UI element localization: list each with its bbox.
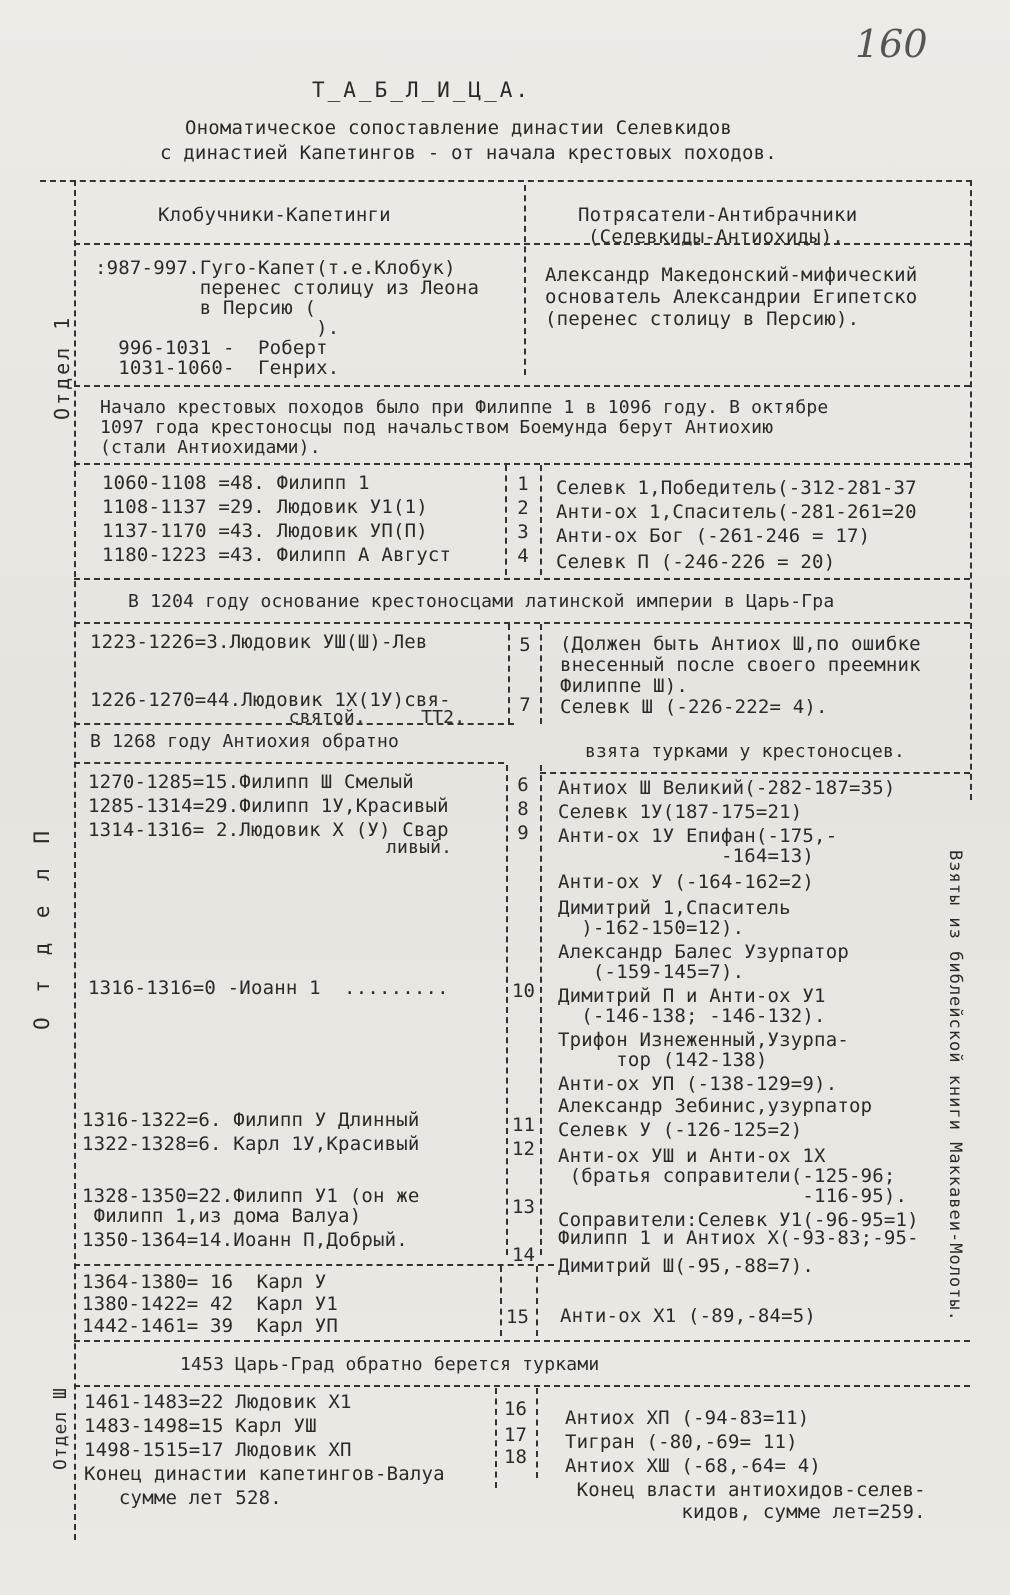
block4-left-line: 1285-1314=29.Филипп 1У,Красивый bbox=[88, 795, 449, 817]
block3-right-line: (Должен быть Антиох Ш,по ошибке bbox=[560, 633, 921, 655]
row-number: 1 bbox=[517, 473, 529, 495]
row-number: 16 bbox=[504, 1398, 527, 1420]
block6-left-line: 1483-1498=15 Карл УШ bbox=[84, 1415, 317, 1437]
block2-right-line: Селевк П (-246-226 = 20) bbox=[556, 551, 836, 573]
block6-left-line: 1461-1483=22 Людовик Х1 bbox=[84, 1391, 352, 1413]
block4-right-line: Селевк У (-126-125=2) bbox=[558, 1119, 803, 1141]
column-divider bbox=[540, 765, 542, 1255]
column-divider bbox=[505, 465, 507, 575]
header-left: Клобучники-Капетинги bbox=[158, 204, 391, 226]
block4-right-line: -116-95). bbox=[558, 1185, 908, 1207]
block4-left-line: 1270-1285=15.Филипп Ш Смелый bbox=[88, 771, 414, 793]
divider bbox=[540, 772, 970, 774]
block5-left-line: 1364-1380= 16 Карл У bbox=[82, 1271, 327, 1293]
block4-right-line: Анти-ох УШ и Анти-ох 1Х bbox=[558, 1145, 826, 1167]
block4-left-line: ливый. bbox=[88, 837, 453, 858]
block5-right: Анти-ох Х1 (-89,-84=5) bbox=[560, 1305, 817, 1327]
block2-left-line: 1060-1108 =48. Филипп 1 bbox=[102, 472, 370, 494]
block2-right-line: Анти-ох 1,Спаситель(-281-261=20 bbox=[556, 501, 917, 523]
subtitle-line-1: Ономатическое сопоставление династии Селевкидов bbox=[185, 117, 733, 139]
column-divider bbox=[536, 1388, 538, 1478]
block4-right-line: Антиох Ш Великий(-282-187=35) bbox=[558, 777, 896, 799]
section-label-1: Отдел 1 bbox=[50, 314, 74, 420]
column-divider bbox=[508, 624, 510, 724]
block2-left-line: 1108-1137 =29. Людовик У1(1) bbox=[102, 496, 428, 518]
block4-left-line: 1314-1316= 2.Людовик Х (У) Свар bbox=[88, 819, 449, 841]
divider bbox=[74, 578, 970, 580]
row-number: 6 bbox=[517, 774, 529, 796]
block4-right-line: Анти-ох 1У Епифан(-175,- bbox=[558, 825, 838, 847]
block4-right-line: )-162-150=12). bbox=[558, 917, 745, 939]
block2-right-line: Анти-ох Бог (-261-246 = 17) bbox=[556, 525, 871, 547]
block2-right-line: Селевк 1,Победитель(-312-281-37 bbox=[556, 477, 917, 499]
block1-left-line: в Персию ( bbox=[95, 297, 317, 319]
divider bbox=[74, 762, 504, 764]
block4-right-line: Димитрий П и Анти-ох У1 bbox=[558, 985, 826, 1007]
ioann-row: 1316-1316=0 -Иоанн 1 ......... bbox=[88, 977, 449, 999]
block1-left-line: ). bbox=[95, 317, 340, 339]
block4-right-line: тор (142-138) bbox=[558, 1049, 768, 1071]
block4-right-line: Димитрий Ш(-95,-88=7). bbox=[558, 1255, 815, 1277]
block4-right-line: Александр Балес Узурпатор bbox=[558, 941, 849, 963]
block4-left-late: 1322-1328=6. Карл 1У,Красивый bbox=[82, 1133, 420, 1155]
divider bbox=[74, 463, 970, 465]
row-number: 13 bbox=[512, 1196, 535, 1218]
note3-right: взята турками у крестоносцев. bbox=[585, 741, 906, 762]
row-number: 17 bbox=[504, 1424, 527, 1446]
block2-left-line: 1137-1170 =43. Людовик УП(П) bbox=[102, 520, 428, 542]
block1-left-line: 1031-1060- Генрих. bbox=[95, 357, 340, 379]
block4-right-line: Соправители:Селевк У1(-96-95=1) bbox=[558, 1209, 919, 1231]
divider bbox=[74, 622, 970, 624]
block1-left-line: 996-1031 - Роберт bbox=[95, 337, 328, 359]
block6-left-line: 1498-1515=17 Людовик ХП bbox=[84, 1439, 352, 1461]
row-number: 11 bbox=[512, 1114, 535, 1136]
block6-right-line: Антиох ХП (-94-83=11) bbox=[565, 1407, 810, 1429]
row-number: 2 bbox=[517, 497, 529, 519]
block4-left-late2: Филипп 1,из дома Валуа) bbox=[82, 1205, 362, 1227]
divider bbox=[74, 385, 970, 387]
column-divider bbox=[536, 1266, 538, 1336]
row-number: 3 bbox=[517, 521, 529, 543]
section-label-2: О т д е л П bbox=[30, 824, 54, 1030]
block4-right-line: Трифон Изнеженный,Узурпа- bbox=[558, 1029, 849, 1051]
header-bottom-border bbox=[74, 243, 970, 245]
note2: В 1204 году основание крестоносцами латинской империи в Царь-Гра bbox=[128, 591, 835, 612]
block5-left-line: 1442-1461= 39 Карл УП bbox=[82, 1315, 339, 1337]
header-right-line-1: Потрясатели-Антибрачники bbox=[578, 204, 858, 226]
block1-right-line: основатель Александрии Египетско bbox=[545, 286, 918, 308]
block4-right-line: (братья соправители(-125-96; bbox=[558, 1165, 896, 1187]
row-number: 9 bbox=[517, 822, 529, 844]
block2-left-line: 1180-1223 =43. Филипп А Август bbox=[102, 544, 452, 566]
table-right-border bbox=[970, 180, 972, 800]
block6-right-line: кидов, сумме лет=259. bbox=[565, 1501, 926, 1523]
note3-left: В 1268 году Антиохия обратно bbox=[90, 731, 400, 752]
row-number: 5 bbox=[519, 634, 531, 656]
column-divider bbox=[495, 1388, 497, 1488]
block6-right-line: Конец власти антиохидов-селев- bbox=[565, 1479, 926, 1501]
column-divider bbox=[500, 1266, 502, 1336]
block6-left-line: Конец династии капетингов-Валуа bbox=[84, 1463, 445, 1485]
block4-right-line: Димитрий 1,Спаситель bbox=[558, 897, 791, 919]
row-number: 12 bbox=[512, 1138, 535, 1160]
page-number: 160 bbox=[855, 22, 928, 66]
divider bbox=[74, 1264, 554, 1266]
row-number: 4 bbox=[517, 545, 529, 567]
block3-left-line: 1223-1226=3.Людовик УШ(Ш)-Лев bbox=[90, 631, 428, 653]
block4-left-late: 1316-1322=6. Филипп У Длинный bbox=[82, 1109, 420, 1131]
block3-left-line: 1226-1270=44.Людовик 1Х(1У)свя- bbox=[90, 689, 451, 711]
block3-right-line: внесенный после своего преемник bbox=[560, 654, 921, 676]
block4-right-line: Филипп 1 и Антиох Х(-93-83;-95- bbox=[558, 1227, 919, 1249]
block5-left-line: 1380-1422= 42 Карл У1 bbox=[82, 1293, 339, 1315]
block1-left-line: перенес столицу из Леона bbox=[95, 277, 480, 299]
block4-left-late2: 1328-1350=22.Филипп У1 (он же bbox=[82, 1185, 420, 1207]
column-divider bbox=[540, 624, 542, 724]
block6-left-line: сумме лет 528. bbox=[84, 1487, 282, 1509]
column-divider bbox=[506, 765, 508, 1255]
row-number: 8 bbox=[517, 798, 529, 820]
divider bbox=[74, 1385, 970, 1387]
table-top-border bbox=[40, 180, 972, 182]
block3-right-line: Селевк Ш (-226-222= 4). bbox=[560, 696, 828, 718]
block4-right-line: -164=13) bbox=[558, 845, 815, 867]
block6-right-line: Антиох ХШ (-68,-64= 4) bbox=[565, 1455, 822, 1477]
subtitle-line-2: с династией Капетингов - от начала крестовых походов. bbox=[160, 142, 777, 164]
note1-line: (стали Антиохидами). bbox=[100, 437, 321, 458]
block4-right-line: Анти-ох У (-164-162=2) bbox=[558, 871, 815, 893]
block6-right-line: Тигран (-80,-69= 11) bbox=[565, 1431, 798, 1453]
block4-right-line: Анти-ох УП (-138-129=9). bbox=[558, 1073, 838, 1095]
side-note-vertical: Взяты из библейской книги Маккавеи-Молоты. bbox=[945, 850, 965, 1322]
header-right-line-2: (Селевкиды-Антиохиды). bbox=[588, 226, 845, 248]
row-number: 10 bbox=[512, 980, 535, 1002]
block3-left-line: святой. TT2. bbox=[90, 707, 466, 728]
column-divider bbox=[540, 465, 542, 575]
section-label-3: Отдел Ш bbox=[50, 1387, 71, 1470]
divider bbox=[74, 723, 514, 725]
row-number: 18 bbox=[504, 1446, 527, 1468]
note4: 1453 Царь-Град обратно берется турками bbox=[180, 1354, 600, 1375]
note1-line: 1097 года крестоносцы под начальством Боемунда берут Антиохию bbox=[100, 417, 774, 438]
note1-line: Начало крестовых походов было при Филиппе 1 в 1096 году. В октябре bbox=[100, 397, 829, 418]
block1-right-line: Александр Македонский-мифический bbox=[545, 264, 918, 286]
column-divider-top bbox=[524, 185, 526, 375]
row-number: 7 bbox=[519, 694, 531, 716]
block3-right-line: Филиппе Ш). bbox=[560, 675, 689, 697]
block4-left-late2: 1350-1364=14.Иоанн П,Добрый. bbox=[82, 1229, 408, 1251]
block1-right-line: (перенес столицу в Персию). bbox=[545, 308, 860, 330]
row-number: 15 bbox=[506, 1306, 529, 1328]
block4-right-line: Александр Зебинис,узурпатор bbox=[558, 1095, 873, 1117]
divider bbox=[74, 1340, 970, 1342]
page-title: Т_А_Б_Л_И_Ц_А. bbox=[312, 78, 532, 102]
block4-right-line: (-159-145=7). bbox=[558, 961, 745, 983]
block1-left-line: :987-997.Гуго-Капет(т.е.Клобук) bbox=[95, 257, 456, 279]
table-left-border bbox=[74, 180, 76, 1540]
block4-right-line: Селевк 1У(187-175=21) bbox=[558, 801, 803, 823]
block4-right-line: (-146-138; -146-132). bbox=[558, 1005, 826, 1027]
row-number: 14 bbox=[512, 1244, 535, 1266]
